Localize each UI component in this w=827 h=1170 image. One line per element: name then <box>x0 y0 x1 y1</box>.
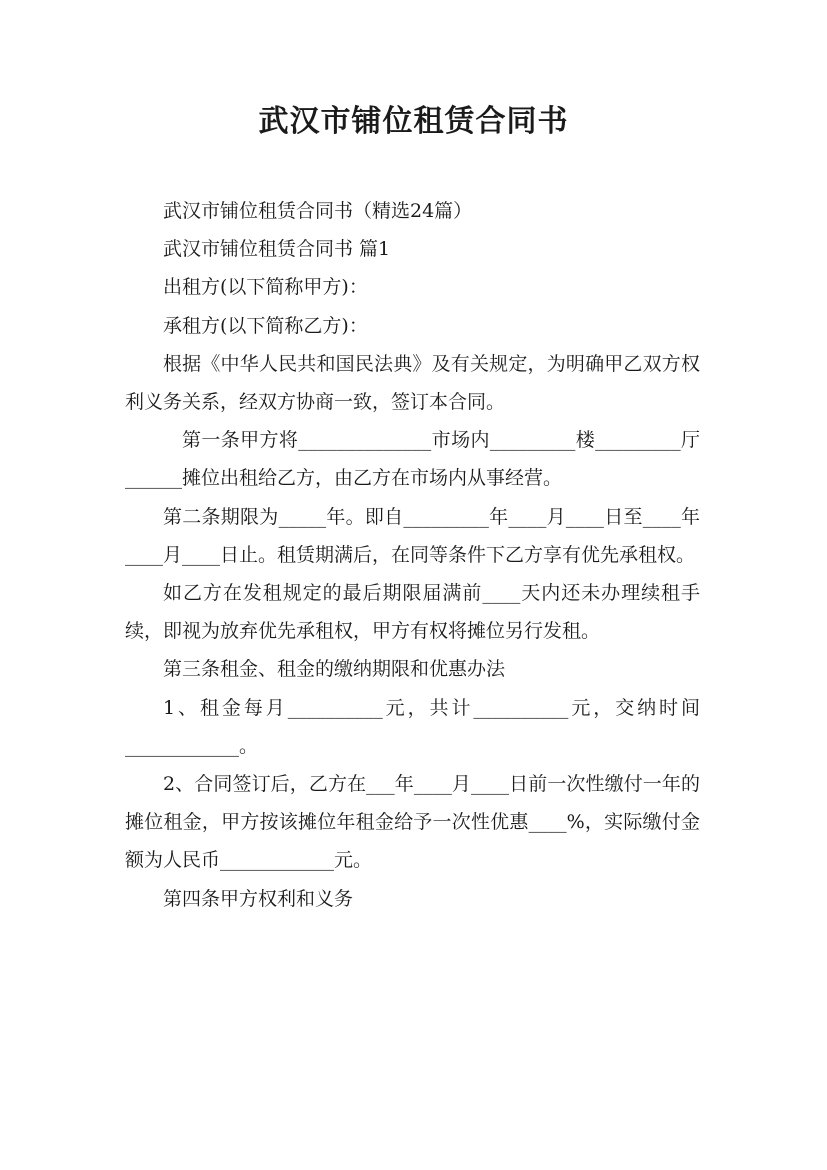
paragraph-rent-monthly: 1、租金每月__________元，共计__________元，交纳时间____________。 <box>125 696 700 757</box>
document-body <box>125 192 700 918</box>
paragraph-preamble: 根据《中华人民共和国民法典》及有关规定，为明确甲乙双方权利义务关系，经双方协商一致，签订本合同。 <box>125 352 700 414</box>
paragraph-chapter-heading: 武汉市铺位租赁合同书 篇1 <box>163 238 391 261</box>
paragraph-article-4: 第四条甲方权利和义务 <box>163 887 354 910</box>
paragraph-subtitle: 武汉市铺位租赁合同书（精选24篇） <box>163 200 473 222</box>
paragraph-article-3: 第三条租金、租金的缴纳期限和优惠办法 <box>163 658 506 681</box>
document-title: 武汉市铺位租赁合同书 <box>258 104 569 139</box>
paragraph-lessee: 承租方(以下简称乙方)： <box>163 314 368 337</box>
paragraph-article-1: 第一条甲方将______________市场内_________楼_________厅______摊位出租给乙方，由乙方在市场内从事经营。 <box>125 429 700 490</box>
paragraph-article-2: 第二条期限为_____年。即自_________年____月____日至____年____月____日止。租赁期满后，在同等条件下乙方享有优先承租权。 <box>125 505 700 566</box>
paragraph-renewal: 如乙方在发租规定的最后期限届满前____天内还未办理续租手续，即视为放弃优先承租权，甲方有权将摊位另行发租。 <box>125 582 700 643</box>
paragraph-rent-lump-sum: 2、合同签订后，乙方在___年____月____日前一次性缴付一年的摊位租金，甲方按该摊位年租金给予一次性优惠____%，实际缴付金额为人民币____________元。 <box>125 773 700 872</box>
paragraph-lessor: 出租方(以下简称甲方)： <box>163 276 368 299</box>
